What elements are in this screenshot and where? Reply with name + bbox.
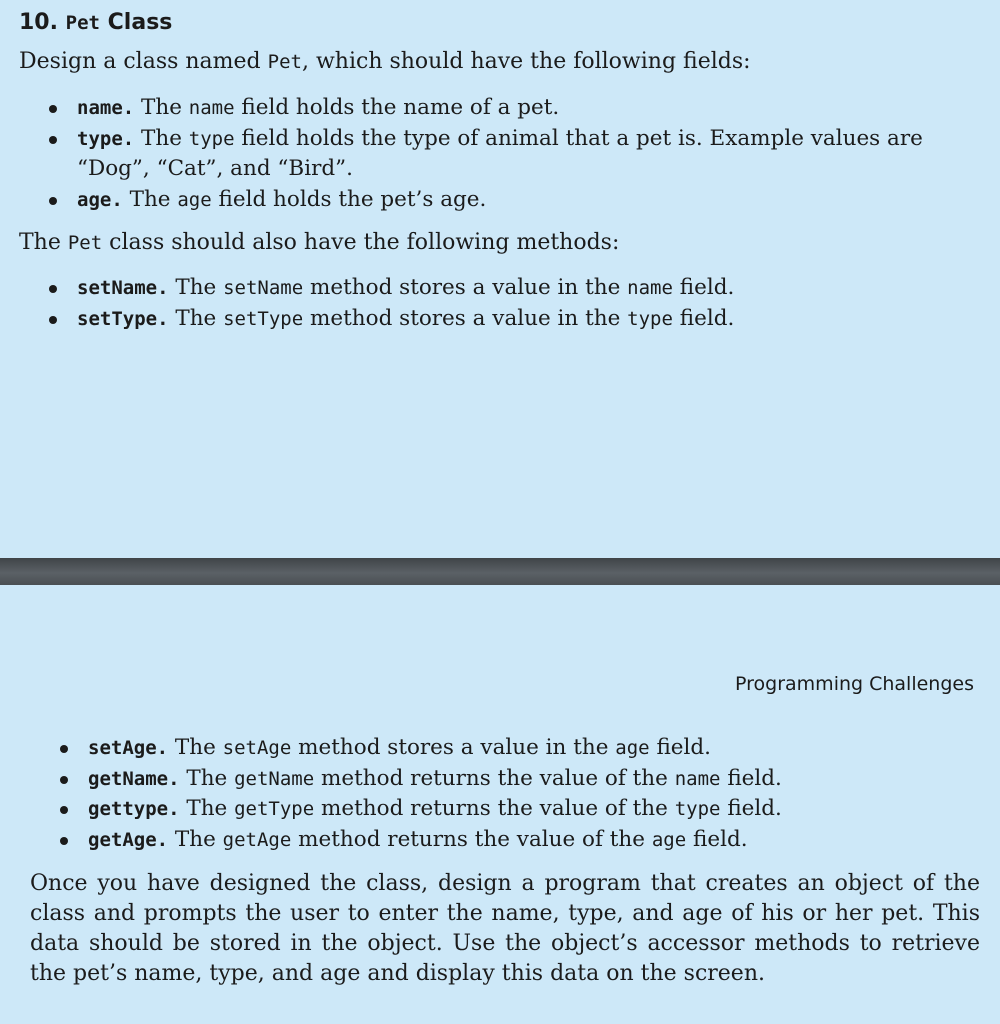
challenge-heading bbox=[19, 10, 172, 35]
list-item-method-getname: getName. The getName method returns the value of the name field. bbox=[88, 764, 978, 795]
code-pet: Pet bbox=[267, 51, 302, 73]
list-item-field-age: age. The age field holds the pet’s age. bbox=[77, 185, 982, 216]
closing-paragraph: Once you have designed the class, design a program that creates an object of the class and prompts the user to enter the name, type, and age of his or her pet. This data should be stored in the object. Use the object’s accessor methods to retrieve the pet’s name, type, and age and display this data on the screen. bbox=[30, 871, 980, 986]
list-item-field-name: name. The name field holds the name of a pet. bbox=[77, 93, 982, 124]
methods-intro-paragraph: The Pet class should also have the following methods: bbox=[19, 230, 620, 255]
fields-list bbox=[77, 93, 982, 215]
list-item-method-getage: getAge. The getAge method returns the value of the age field. bbox=[88, 825, 978, 856]
methods-list-top bbox=[77, 273, 982, 334]
heading-code: Pet bbox=[65, 12, 100, 34]
code-pet: Pet bbox=[67, 232, 103, 254]
list-item-method-setname: setName. The setName method stores a value in the name field. bbox=[77, 273, 982, 304]
list-item-field-type: type. The type field holds the type of animal that a pet is. Example values are “Dog”, “Cat”, and “Bird”. bbox=[77, 124, 982, 185]
heading-word: Class bbox=[107, 10, 173, 35]
list-item-method-setage: setAge. The setAge method stores a value in the age field. bbox=[88, 733, 978, 764]
list-item-method-gettype: gettype. The getType method returns the value of the type field. bbox=[88, 794, 978, 825]
page-divider bbox=[0, 558, 1000, 585]
methods-list-bottom bbox=[88, 733, 978, 855]
intro-paragraph: Design a class named Pet, which should have the following fields: bbox=[19, 49, 751, 74]
list-item-method-settype: setType. The setType method stores a value in the type field. bbox=[77, 304, 982, 335]
running-head: Programming Challenges bbox=[735, 673, 974, 695]
heading-number: 10. bbox=[19, 10, 58, 35]
